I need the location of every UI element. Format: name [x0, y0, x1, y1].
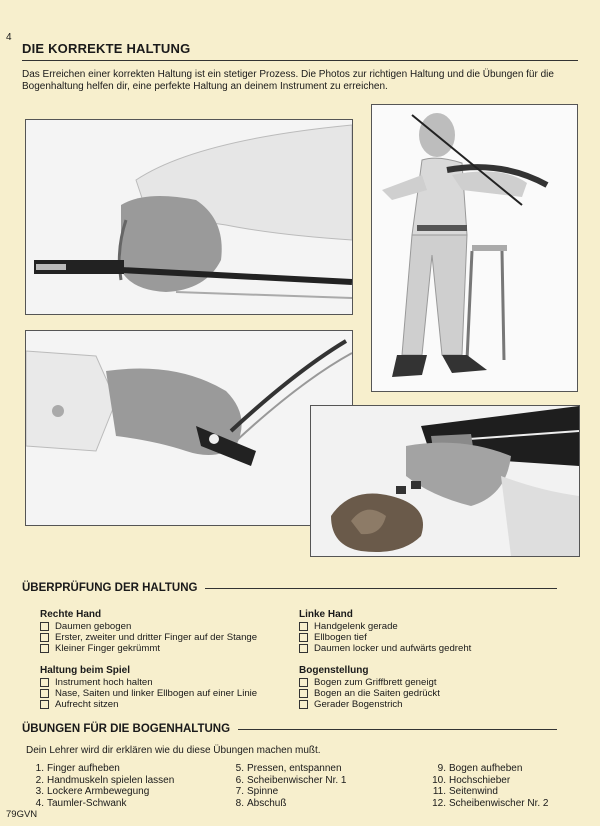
intro-text: Das Erreichen einer korrekten Haltung ist ein stetiger Prozess. Die Photos zur richtigen Haltung und die Übungen für die Bogenhaltung helfen dir, eine perfekte Haltung an deinem Instrument zu erreichen.	[22, 69, 554, 92]
exercise-item: 1. Finger aufheben	[35, 763, 120, 774]
exercise-item: 12. Scheibenwischer Nr. 2	[432, 797, 549, 809]
group-heading: Rechte Hand	[40, 609, 102, 620]
group-heading: Linke Hand	[299, 609, 353, 620]
exercise-item: 4. Taumler-Schwank	[35, 797, 127, 809]
footer-code: 79GVN	[6, 809, 38, 820]
checkbox[interactable]	[299, 644, 308, 653]
photo-playing-posture	[371, 104, 578, 392]
photo-bow-hold-side	[25, 330, 353, 526]
checkbox[interactable]	[40, 700, 49, 709]
checkbox[interactable]	[40, 644, 49, 653]
group-playing-posture	[40, 665, 290, 710]
check-section-title: ÜBERPRÜFUNG DER HALTUNG	[22, 582, 198, 594]
exercise-item: 2. Handmuskeln spielen lassen	[35, 774, 175, 786]
checkbox[interactable]	[40, 633, 49, 642]
check-section-rule	[205, 588, 557, 589]
page-number: 4	[6, 32, 12, 43]
checklist-item[interactable]: Bogen an die Saiten gedrückt	[299, 688, 559, 699]
exercise-section-title: ÜBUNGEN FÜR DIE BOGENHALTUNG	[22, 723, 231, 735]
exercise-item: 3. Lockere Armbewegung	[35, 786, 150, 798]
checklist-item[interactable]: Bogen zum Griffbrett geneigt	[299, 677, 559, 688]
checklist-item[interactable]: Daumen gebogen	[40, 621, 290, 632]
bow-hold-side-image	[26, 331, 352, 525]
checkbox[interactable]	[299, 633, 308, 642]
checklist-item[interactable]: Aufrecht sitzen	[40, 699, 290, 710]
checklist-item[interactable]: Instrument hoch halten	[40, 677, 290, 688]
checkbox[interactable]	[40, 689, 49, 698]
group-right-hand	[40, 609, 290, 654]
checklist-item[interactable]: Gerader Bogenstrich	[299, 699, 559, 710]
exercise-item: 7. Spinne	[235, 786, 279, 798]
checkbox[interactable]	[299, 622, 308, 631]
checklist-item[interactable]: Kleiner Finger gekrümmt	[40, 643, 290, 654]
title-divider	[22, 60, 578, 61]
exercise-section-rule	[238, 729, 557, 730]
exercise-item: 10. Hochschieber	[432, 774, 511, 786]
playing-posture-image	[372, 105, 577, 391]
checkbox[interactable]	[299, 678, 308, 687]
checklist-item[interactable]: Erster, zweiter und dritter Finger auf der Stange	[40, 632, 290, 643]
group-heading: Bogenstellung	[299, 665, 369, 676]
checklist-item[interactable]: Daumen locker und aufwärts gedreht	[299, 643, 559, 654]
checkbox[interactable]	[299, 689, 308, 698]
exercise-item: 9. Bogen aufheben	[437, 763, 523, 774]
checklist-item[interactable]: Nase, Saiten und linker Ellbogen auf einer Linie	[40, 688, 290, 699]
exercise-item: 6. Scheibenwischer Nr. 1	[235, 774, 347, 786]
group-left-hand	[299, 609, 559, 654]
page-title: DIE KORREKTE HALTUNG	[22, 41, 191, 56]
exercise-column-1	[28, 763, 174, 809]
bow-hold-top-image	[26, 120, 352, 314]
exercise-column-3	[424, 763, 549, 809]
checkbox[interactable]	[40, 622, 49, 631]
checklist-item[interactable]: Handgelenk gerade	[299, 621, 559, 632]
exercise-intro: Dein Lehrer wird dir erklären wie du diese Übungen machen mußt.	[26, 745, 321, 756]
checklist-item[interactable]: Ellbogen tief	[299, 632, 559, 643]
exercise-section-heading	[22, 723, 557, 735]
photo-bow-hold-top	[25, 119, 353, 315]
exercise-column-2	[228, 763, 347, 809]
checkbox[interactable]	[299, 700, 308, 709]
left-hand-image	[311, 406, 579, 556]
group-heading: Haltung beim Spiel	[40, 665, 131, 676]
group-bow-position	[299, 665, 559, 710]
checkbox[interactable]	[40, 678, 49, 687]
exercise-item: 11. Seitenwind	[432, 786, 498, 798]
exercise-item: 5. Pressen, entspannen	[235, 763, 342, 774]
exercise-item: 8. Abschuß	[235, 797, 287, 809]
photo-left-hand	[310, 405, 580, 557]
check-section-heading	[22, 582, 557, 594]
